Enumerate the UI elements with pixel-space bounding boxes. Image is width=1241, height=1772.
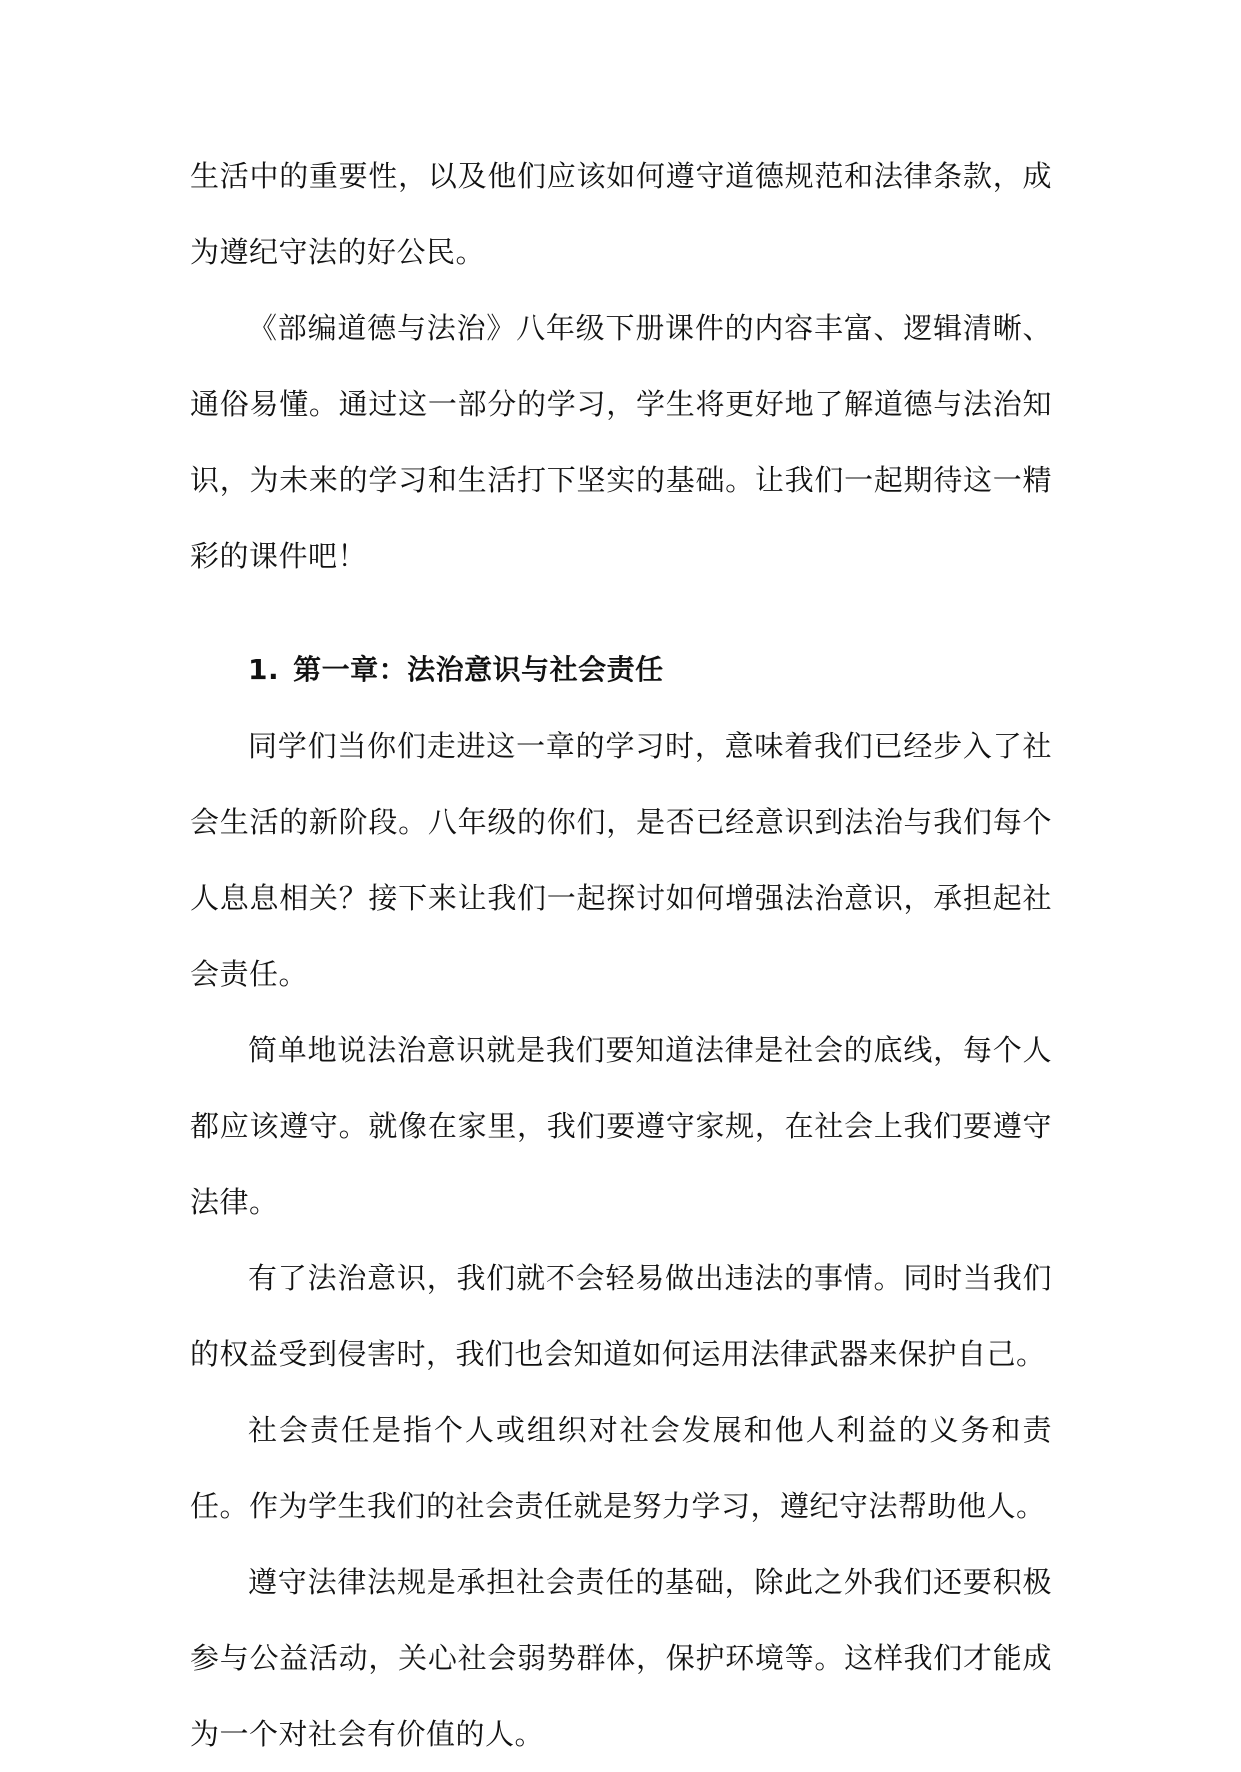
paragraph-protect-rights: 有了法治意识，我们就不会轻易做出违法的事情。同时当我们的权益受到侵害时，我们也会知道如何运用法律武器来保护自己。 (190, 1261, 1052, 1371)
document-body (190, 138, 1052, 1772)
paragraph-social-responsibility: 社会责任是指个人或组织对社会发展和他人利益的义务和责任。作为学生我们的社会责任就是努力学习，遵纪守法帮助他人。 (190, 1413, 1052, 1523)
paragraph-continued: 生活中的重要性，以及他们应该如何遵守道德规范和法律条款，成为遵纪守法的好公民。 (190, 159, 1052, 269)
chapter-number: 1. (248, 653, 280, 686)
paragraph-chapter-intro: 同学们当你们走进这一章的学习时，意味着我们已经步入了社会生活的新阶段。八年级的你们，是否已经意识到法治与我们每个人息息相关？接下来让我们一起探讨如何增强法治意识，承担起社会责任。 (190, 729, 1052, 991)
chapter-title: 第一章：法治意识与社会责任 (293, 653, 664, 686)
paragraph-rule-of-law-awareness: 简单地说法治意识就是我们要知道法律是社会的底线，每个人都应该遵守。就像在家里，我们要遵守家规，在社会上我们要遵守法律。 (190, 1033, 1052, 1219)
chapter-heading (190, 632, 1052, 708)
paragraph-obey-laws: 遵守法律法规是承担社会责任的基础，除此之外我们还要积极参与公益活动，关心社会弱势群体，保护环境等。这样我们才能成为一个对社会有价值的人。 (190, 1565, 1052, 1751)
paragraph-courseware-summary: 《部编道德与法治》八年级下册课件的内容丰富、逻辑清晰、通俗易懂。通过这一部分的学习，学生将更好地了解道德与法治知识，为未来的学习和生活打下坚实的基础。让我们一起期待这一精彩的课件吧！ (190, 311, 1052, 573)
